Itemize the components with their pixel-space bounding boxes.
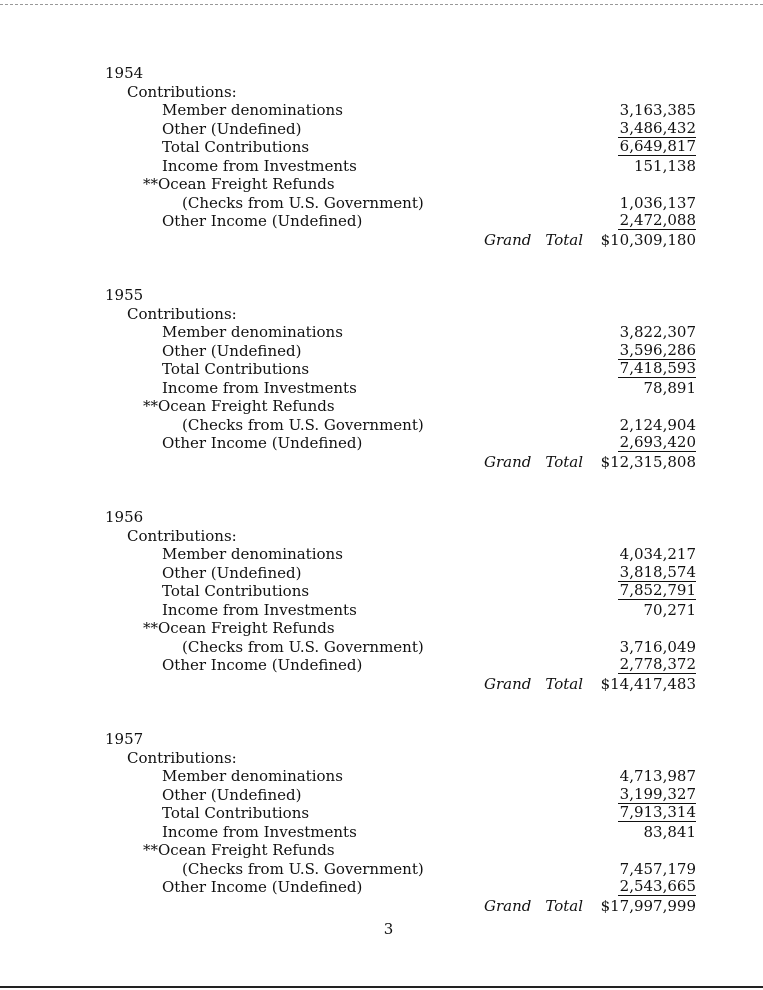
ocean-freight-label: **Ocean Freight Refunds bbox=[143, 175, 335, 193]
grand-total-label bbox=[484, 231, 583, 250]
member-denominations-label: Member denominations bbox=[162, 545, 343, 563]
income-investments-value: 151,138 bbox=[633, 156, 696, 175]
year-section-1957 bbox=[0, 730, 763, 915]
other-income-label: Other Income (Undefined) bbox=[162, 434, 363, 452]
grand-word: Grand bbox=[484, 896, 532, 915]
bottom-border bbox=[0, 986, 763, 988]
year-heading: 1954 bbox=[105, 64, 144, 82]
other-income-value: 2,778,372 bbox=[619, 655, 696, 673]
other-undefined-label: Other (Undefined) bbox=[162, 341, 302, 360]
total-word: Total bbox=[545, 674, 583, 693]
other-undefined-value: 3,486,432 bbox=[619, 118, 696, 137]
top-border bbox=[0, 4, 763, 5]
ocean-freight-value: 1,036,137 bbox=[619, 193, 696, 212]
other-undefined-label: Other (Undefined) bbox=[162, 563, 302, 582]
other-undefined-value: 3,199,327 bbox=[619, 784, 696, 803]
ocean-freight-value: 7,457,179 bbox=[619, 859, 696, 878]
total-contributions-label: Total Contributions bbox=[162, 360, 310, 378]
ocean-freight-label: **Ocean Freight Refunds bbox=[143, 841, 335, 859]
year-section-1955 bbox=[0, 286, 763, 471]
other-undefined-label: Other (Undefined) bbox=[162, 119, 302, 138]
year-heading: 1956 bbox=[105, 508, 144, 526]
member-denominations-value: 3,163,385 bbox=[619, 101, 696, 119]
income-investments-value: 83,841 bbox=[643, 822, 696, 841]
total-word: Total bbox=[545, 452, 583, 471]
contributions-heading: Contributions: bbox=[127, 748, 237, 767]
year-heading: 1957 bbox=[105, 730, 144, 748]
ocean-freight-label: **Ocean Freight Refunds bbox=[143, 619, 335, 637]
member-denominations-value: 3,822,307 bbox=[619, 323, 696, 341]
year-section-1956 bbox=[0, 508, 763, 693]
total-contributions-value: 7,852,791 bbox=[619, 581, 696, 599]
contributions-heading: Contributions: bbox=[127, 526, 237, 545]
total-contributions-label: Total Contributions bbox=[162, 138, 310, 156]
grand-total-label bbox=[484, 897, 583, 916]
total-contributions-value: 7,418,593 bbox=[619, 359, 696, 377]
page-number: 3 bbox=[383, 920, 394, 938]
total-word: Total bbox=[545, 230, 583, 249]
grand-total-value: $12,315,808 bbox=[600, 452, 696, 471]
total-contributions-label: Total Contributions bbox=[162, 804, 310, 822]
grand-total-label bbox=[484, 453, 583, 472]
grand-total-value: $10,309,180 bbox=[600, 230, 696, 249]
total-contributions-value: 7,913,314 bbox=[619, 803, 696, 821]
other-undefined-value: 3,818,574 bbox=[619, 562, 696, 581]
income-investments-label: Income from Investments bbox=[162, 822, 357, 841]
total-contributions-value: 6,649,817 bbox=[619, 137, 696, 155]
ocean-freight-label: **Ocean Freight Refunds bbox=[143, 397, 335, 415]
income-investments-label: Income from Investments bbox=[162, 600, 357, 619]
income-investments-label: Income from Investments bbox=[162, 156, 357, 175]
grand-word: Grand bbox=[484, 674, 532, 693]
checks-government-label: (Checks from U.S. Government) bbox=[182, 415, 424, 434]
member-denominations-label: Member denominations bbox=[162, 101, 343, 119]
total-contributions-label: Total Contributions bbox=[162, 582, 310, 600]
other-income-value: 2,472,088 bbox=[619, 211, 696, 229]
total-word: Total bbox=[545, 896, 583, 915]
member-denominations-label: Member denominations bbox=[162, 767, 343, 785]
member-denominations-value: 4,713,987 bbox=[619, 767, 696, 785]
year-section-1954 bbox=[0, 64, 763, 249]
grand-word: Grand bbox=[484, 452, 532, 471]
grand-total-value: $14,417,483 bbox=[600, 674, 696, 693]
contributions-heading: Contributions: bbox=[127, 304, 237, 323]
checks-government-label: (Checks from U.S. Government) bbox=[182, 859, 424, 878]
grand-word: Grand bbox=[484, 230, 532, 249]
contributions-heading: Contributions: bbox=[127, 82, 237, 101]
other-income-value: 2,543,665 bbox=[619, 877, 696, 895]
checks-government-label: (Checks from U.S. Government) bbox=[182, 637, 424, 656]
member-denominations-value: 4,034,217 bbox=[619, 545, 696, 563]
other-income-label: Other Income (Undefined) bbox=[162, 878, 363, 896]
grand-total-label bbox=[484, 675, 583, 694]
other-undefined-value: 3,596,286 bbox=[619, 340, 696, 359]
grand-total-value: $17,997,999 bbox=[600, 896, 696, 915]
ocean-freight-value: 3,716,049 bbox=[619, 637, 696, 656]
other-undefined-label: Other (Undefined) bbox=[162, 785, 302, 804]
other-income-label: Other Income (Undefined) bbox=[162, 212, 363, 230]
financial-statement bbox=[0, 64, 763, 952]
checks-government-label: (Checks from U.S. Government) bbox=[182, 193, 424, 212]
income-investments-value: 70,271 bbox=[643, 600, 696, 619]
income-investments-label: Income from Investments bbox=[162, 378, 357, 397]
member-denominations-label: Member denominations bbox=[162, 323, 343, 341]
other-income-label: Other Income (Undefined) bbox=[162, 656, 363, 674]
ocean-freight-value: 2,124,904 bbox=[619, 415, 696, 434]
income-investments-value: 78,891 bbox=[643, 378, 696, 397]
year-heading: 1955 bbox=[105, 286, 144, 304]
other-income-value: 2,693,420 bbox=[619, 433, 696, 451]
